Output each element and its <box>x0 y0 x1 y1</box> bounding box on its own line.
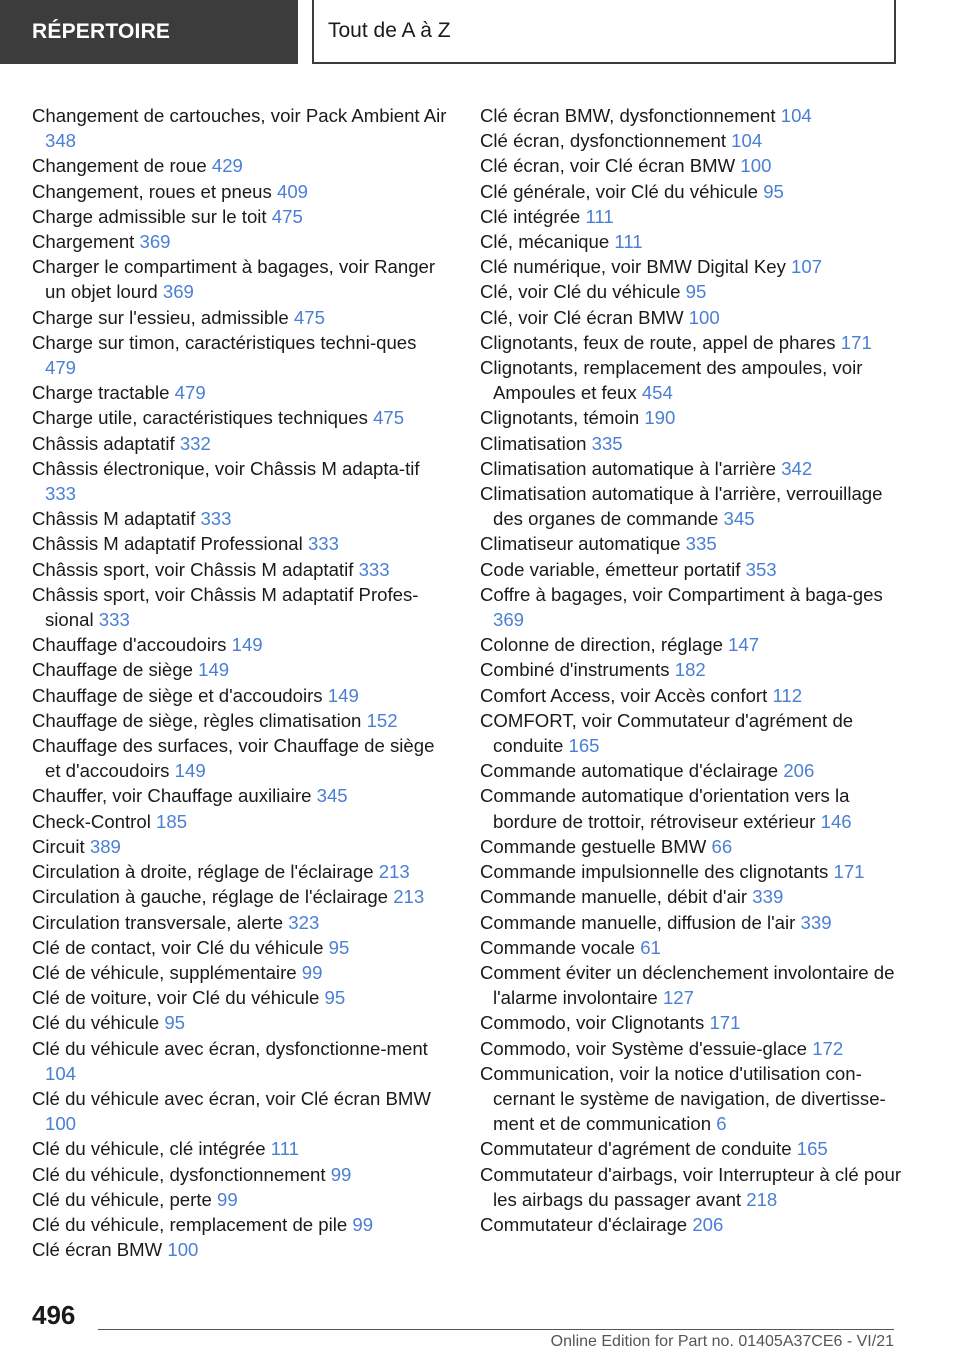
index-entry-page-link[interactable]: 206 <box>783 760 815 782</box>
index-entry-page-link[interactable]: 66 <box>711 835 733 857</box>
index-entry <box>480 103 910 128</box>
index-entry <box>32 683 452 708</box>
index-entry <box>32 405 452 430</box>
index-entry-term: Check-Control <box>32 810 151 832</box>
index-entry-page-link[interactable]: 149 <box>174 760 206 782</box>
index-entry-page-link[interactable]: 171 <box>840 331 872 353</box>
index-entry <box>480 960 910 1010</box>
index-entry-page-link[interactable]: 369 <box>493 609 525 631</box>
index-entry-term: Combiné d'instruments <box>480 659 670 681</box>
footer-divider <box>98 1329 894 1330</box>
index-entry-page-link[interactable]: 345 <box>723 508 755 530</box>
index-entry-term: Charge sur timon, caractéristiques techni-ques <box>32 331 417 353</box>
index-entry-term: Chauffage d'accoudoirs <box>32 634 227 656</box>
index-entry-page-link[interactable]: 213 <box>378 861 410 883</box>
index-entry <box>32 733 452 783</box>
index-entry-page-link[interactable]: 475 <box>373 407 405 429</box>
index-entry-term: Charge sur l'essieu, admissible <box>32 306 289 328</box>
index-entry-page-link[interactable]: 479 <box>174 382 206 404</box>
index-entry-page-link[interactable]: 172 <box>812 1037 844 1059</box>
index-entry-term: Comment éviter un déclenchement involontaire de l'alarme involontaire <box>480 961 895 1009</box>
index-entry <box>480 1162 910 1212</box>
section-tab: RÉPERTOIRE <box>0 0 298 64</box>
index-entry <box>32 783 452 808</box>
index-entry-term: Clignotants, feux de route, appel de phares <box>480 331 836 353</box>
index-entry <box>32 935 452 960</box>
index-entry-term: Circuit <box>32 835 85 857</box>
index-entry <box>480 910 910 935</box>
index-entry-page-link[interactable]: 107 <box>791 256 823 278</box>
index-entry <box>32 456 452 506</box>
index-entry <box>32 431 452 456</box>
index-entry <box>480 279 910 304</box>
index-entry <box>480 1136 910 1161</box>
index-entry-page-link[interactable]: 95 <box>164 1012 185 1034</box>
index-entry <box>32 582 452 632</box>
index-entry-page-link[interactable]: 99 <box>301 961 323 983</box>
index-entry <box>32 1187 452 1212</box>
index-entry-term: Commande gestuelle BMW <box>480 835 707 857</box>
footer-edition: Online Edition for Part no. 01405A37CE6 - VI/21 <box>550 1333 894 1350</box>
index-entry-page-link[interactable]: 111 <box>614 231 643 253</box>
index-entry <box>480 330 910 355</box>
index-entry <box>480 1010 910 1035</box>
index-entry <box>480 657 910 682</box>
index-entry-term: Charge utile, caractéristiques techniques <box>32 407 368 429</box>
index-entry-page-link[interactable]: 165 <box>568 735 600 757</box>
index-entry-term: Communication, voir la notice d'utilisation con-cernant le système de navigation, de divertisse-ment et de communication <box>480 1062 886 1135</box>
index-entry-term: Châssis M adaptatif <box>32 508 196 530</box>
index-entry-page-link[interactable]: 353 <box>745 558 777 580</box>
index-entry <box>32 229 452 254</box>
index-entry-term: Changement de roue <box>32 155 207 177</box>
index-entry <box>480 456 910 481</box>
index-entry <box>32 985 452 1010</box>
index-entry <box>480 632 910 657</box>
index-entry-page-link[interactable]: 190 <box>644 407 676 429</box>
index-entry-term: Châssis sport, voir Châssis M adaptatif <box>32 558 354 580</box>
index-entry-page-link[interactable]: 149 <box>198 659 230 681</box>
index-entry-term: Changement, roues et pneus <box>32 180 272 202</box>
index-entry-page-link[interactable]: 342 <box>781 457 813 479</box>
index-entry <box>32 204 452 229</box>
index-entry-term: Châssis sport, voir Châssis M adaptatif Profes-sional <box>32 583 419 631</box>
index-entry-term: Circulation à droite, réglage de l'éclairage <box>32 861 374 883</box>
index-entry-term: Clé, mécanique <box>480 231 610 253</box>
index-entry-page-link[interactable]: 345 <box>316 785 348 807</box>
index-entry-page-link[interactable]: 323 <box>288 911 320 933</box>
index-entry-page-link[interactable]: 206 <box>692 1213 724 1235</box>
index-entry-term: Clé du véhicule, dysfonctionnement <box>32 1163 326 1185</box>
index-entry <box>32 1086 452 1136</box>
index-entry <box>480 557 910 582</box>
index-entry-term: Chauffage de siège et d'accoudoirs <box>32 684 323 706</box>
index-entry-term: Clé du véhicule, clé intégrée <box>32 1138 266 1160</box>
index-entry-page-link[interactable]: 149 <box>327 684 359 706</box>
index-entry <box>32 910 452 935</box>
index-entry-page-link[interactable]: 100 <box>167 1239 199 1261</box>
index-entry <box>480 405 910 430</box>
index-entry-term: Clé intégrée <box>480 205 581 227</box>
index-entry <box>32 330 452 380</box>
index-entry-page-link[interactable]: 111 <box>270 1138 300 1160</box>
index-entry-page-link[interactable]: 152 <box>366 709 398 731</box>
index-entry <box>32 305 452 330</box>
index-entry <box>480 834 910 859</box>
index-entry <box>32 960 452 985</box>
index-entry-term: Climatisation <box>480 432 587 454</box>
index-entry-term: Commutateur d'agrément de conduite <box>480 1138 792 1160</box>
index-entry-term: Commutateur d'airbags, voir Interrupteur à clé pour les airbags du passager avant <box>480 1163 902 1210</box>
index-entry <box>480 128 910 153</box>
index-entry-term: Clé numérique, voir BMW Digital Key <box>480 256 786 278</box>
index-entry <box>32 859 452 884</box>
index-entry-page-link[interactable]: 99 <box>352 1213 374 1235</box>
index-entry-term: Colonne de direction, réglage <box>480 634 723 656</box>
index-entry-page-link[interactable]: 100 <box>688 306 720 328</box>
index-entry-page-link[interactable]: 165 <box>796 1138 828 1160</box>
index-entry-page-link[interactable]: 454 <box>641 382 673 404</box>
index-entry-page-link[interactable]: 104 <box>780 105 812 126</box>
index-entry-page-link[interactable]: 213 <box>393 886 425 908</box>
index-entry <box>32 153 452 178</box>
index-entry <box>32 1136 452 1161</box>
index-entry-term: Commande manuelle, diffusion de l'air <box>480 911 796 933</box>
index-entry <box>32 103 452 153</box>
index-entry-term: Châssis M adaptatif Professional <box>32 533 303 555</box>
index-entry-term: Coffre à bagages, voir Compartiment à baga-ges <box>480 583 883 605</box>
index-entry-term: Commodo, voir Clignotants <box>480 1012 705 1034</box>
index-entry-page-link[interactable]: 332 <box>179 432 211 454</box>
index-entry-page-link[interactable]: 95 <box>328 936 350 958</box>
index-entry-term: Climatiseur automatique <box>480 533 681 555</box>
index-entry <box>480 431 910 456</box>
subsection-tab: Tout de A à Z <box>312 0 896 64</box>
index-entry-page-link[interactable]: 475 <box>271 205 303 227</box>
index-entry-term: Charger le compartiment à bagages, voir Ranger un objet lourd <box>32 256 436 303</box>
index-entry-term: Commande automatique d'éclairage <box>480 760 779 782</box>
index-entry <box>480 1036 910 1061</box>
index-entry-page-link[interactable]: 95 <box>685 281 707 303</box>
index-entry <box>480 481 910 531</box>
index-entry-page-link[interactable]: 147 <box>728 634 760 656</box>
index-entry <box>480 859 910 884</box>
index-column-left <box>32 103 452 1262</box>
index-entry-page-link[interactable]: 479 <box>45 357 77 379</box>
index-entry <box>480 153 910 178</box>
index-entry <box>480 1061 910 1137</box>
index-entry-term: Charge tractable <box>32 382 170 404</box>
index-entry-page-link[interactable]: 104 <box>45 1062 77 1084</box>
index-entry-term: Changement de cartouches, voir Pack Ambient Air <box>32 105 447 126</box>
index-entry-page-link[interactable]: 348 <box>45 130 77 152</box>
index-entry-term: Commande manuelle, débit d'air <box>480 886 748 908</box>
index-entry-page-link[interactable]: 182 <box>674 659 706 681</box>
index-entry-page-link[interactable]: 99 <box>217 1188 238 1210</box>
index-entry <box>32 380 452 405</box>
index-entry-page-link[interactable]: 149 <box>231 634 263 656</box>
index-entry-page-link[interactable]: 339 <box>752 886 784 908</box>
index-entry <box>32 179 452 204</box>
index-entry-term: Clé du véhicule, remplacement de pile <box>32 1213 348 1235</box>
index-entry-page-link[interactable]: 409 <box>276 180 309 202</box>
index-entry-page-link[interactable]: 333 <box>307 533 339 555</box>
index-entry-term: Commande automatique d'orientation vers la bordure de trottoir, rétroviseur extérieur <box>480 785 850 832</box>
index-entry <box>32 657 452 682</box>
index-entry <box>32 254 452 304</box>
index-entry <box>32 1162 452 1187</box>
index-entry-page-link[interactable]: 333 <box>45 483 77 505</box>
index-entry <box>32 506 452 531</box>
index-entry-page-link[interactable]: 185 <box>156 810 188 832</box>
index-entry <box>480 229 910 254</box>
index-entry-term: Chargement <box>32 231 135 253</box>
index-entry-term: Clé de véhicule, supplémentaire <box>32 961 297 983</box>
index-entry <box>480 683 910 708</box>
index-entry-term: Code variable, émetteur portatif <box>480 558 741 580</box>
index-entry-page-link[interactable]: 111 <box>585 205 614 227</box>
index-entry <box>32 1036 452 1086</box>
index-entry-page-link[interactable]: 475 <box>293 306 325 328</box>
index-entry-page-link[interactable]: 6 <box>716 1113 727 1135</box>
index-entry-term: Clé générale, voir Clé du véhicule <box>480 180 759 202</box>
index-entry-term: Charge admissible sur le toit <box>32 205 267 227</box>
index-entry <box>32 531 452 556</box>
index-entry-page-link[interactable]: 335 <box>685 533 717 555</box>
page-number: 496 <box>32 1300 76 1330</box>
index-entry-page-link[interactable]: 335 <box>591 432 623 454</box>
index-entry-term: Clignotants, témoin <box>480 407 640 429</box>
index-entry-page-link[interactable]: 112 <box>772 684 803 706</box>
index-entry-term: Comfort Access, voir Accès confort <box>480 684 768 706</box>
index-entry-page-link[interactable]: 146 <box>820 810 852 832</box>
index-entry <box>32 834 452 859</box>
index-entry <box>32 1237 452 1262</box>
index-entry-term: Châssis adaptatif <box>32 432 175 454</box>
index-entry-term: Clé du véhicule avec écran, dysfonctionne-ment <box>32 1037 428 1059</box>
index-entry <box>480 531 910 556</box>
index-entry-page-link[interactable]: 95 <box>763 180 784 202</box>
index-entry-term: Clé du véhicule avec écran, voir Clé écran BMW <box>32 1087 431 1109</box>
index-entry-page-link[interactable]: 218 <box>746 1188 778 1210</box>
index-entry-page-link[interactable]: 333 <box>200 508 232 530</box>
index-entry-term: Climatisation automatique à l'arrière <box>480 457 777 479</box>
index-entry <box>32 1010 452 1035</box>
index-entry <box>480 935 910 960</box>
index-entry-term: Commande vocale <box>480 936 636 958</box>
index-entry-page-link[interactable]: 339 <box>800 911 832 933</box>
index-entry-term: Commande impulsionnelle des clignotants <box>480 861 829 883</box>
index-entry-page-link[interactable]: 171 <box>709 1012 741 1034</box>
index-entry-term: Commutateur d'éclairage <box>480 1213 688 1235</box>
index-entry-term: Clé écran, voir Clé écran BMW <box>480 155 736 177</box>
index-entry-term: Clé de contact, voir Clé du véhicule <box>32 936 324 958</box>
index-entry-term: Clé, voir Clé du véhicule <box>480 281 681 303</box>
index-entry <box>32 632 452 657</box>
index-entry <box>480 708 910 758</box>
index-entry-page-link[interactable]: 95 <box>324 987 346 1009</box>
index-entry-term: Clé, voir Clé écran BMW <box>480 306 684 328</box>
page-header <box>0 0 960 66</box>
index-entry-term: Climatisation automatique à l'arrière, verrouillage des organes de commande <box>480 483 883 530</box>
index-entry-term: Clignotants, remplacement des ampoules, voir Ampoules et feux <box>480 357 863 404</box>
index-entry-term: COMFORT, voir Commutateur d'agrément de conduite <box>480 709 854 757</box>
index-entry <box>480 305 910 330</box>
index-entry-page-link[interactable]: 127 <box>662 987 694 1009</box>
index-column-right <box>480 103 910 1237</box>
index-entry-page-link[interactable]: 333 <box>98 609 130 631</box>
index-entry-page-link[interactable]: 333 <box>358 558 390 580</box>
index-entry-term: Chauffage de siège, règles climatisation <box>32 709 362 731</box>
index-entry-term: Clé écran BMW, dysfonctionnement <box>480 105 776 126</box>
index-entry <box>32 884 452 909</box>
index-entry-term: Châssis électronique, voir Châssis M adapta-tif <box>32 457 420 479</box>
index-entry-page-link[interactable]: 369 <box>139 231 171 253</box>
index-entry <box>480 884 910 909</box>
index-entry <box>32 1212 452 1237</box>
index-entry-term: Circulation transversale, alerte <box>32 911 284 933</box>
index-entry-page-link[interactable]: 99 <box>330 1163 352 1185</box>
index-entry-page-link[interactable]: 429 <box>211 155 243 177</box>
index-entry-page-link[interactable]: 100 <box>740 155 772 177</box>
index-entry <box>32 708 452 733</box>
index-entry <box>480 582 910 632</box>
index-entry <box>32 809 452 834</box>
index-entry-term: Clé écran BMW <box>32 1239 163 1261</box>
index-entry <box>480 783 910 833</box>
index-entry <box>480 204 910 229</box>
index-entry <box>480 1212 910 1237</box>
index-entry-term: Clé écran, dysfonctionnement <box>480 130 726 152</box>
index-entry-page-link[interactable]: 104 <box>731 130 763 152</box>
index-entry-page-link[interactable]: 100 <box>45 1113 77 1135</box>
index-entry-term: Clé du véhicule, perte <box>32 1188 212 1210</box>
index-entry <box>480 758 910 783</box>
index-entry <box>480 355 910 405</box>
index-entry-term: Circulation à gauche, réglage de l'éclairage <box>32 886 389 908</box>
index-entry-term: Clé du véhicule <box>32 1012 160 1034</box>
index-entry-term: Chauffer, voir Chauffage auxiliaire <box>32 785 312 807</box>
index-entry <box>480 254 910 279</box>
index-entry <box>480 179 910 204</box>
index-entry-page-link[interactable]: 171 <box>833 861 865 883</box>
index-entry <box>32 557 452 582</box>
index-entry-page-link[interactable]: 389 <box>89 835 121 857</box>
index-entry-term: Chauffage des surfaces, voir Chauffage de siège et d'accoudoirs <box>32 735 435 782</box>
index-entry-term: Chauffage de siège <box>32 659 193 681</box>
index-entry-term: Commodo, voir Système d'essuie-glace <box>480 1037 808 1059</box>
index-entry-page-link[interactable]: 61 <box>640 936 661 958</box>
index-entry-term: Clé de voiture, voir Clé du véhicule <box>32 987 320 1009</box>
index-entry-page-link[interactable]: 369 <box>162 281 194 303</box>
